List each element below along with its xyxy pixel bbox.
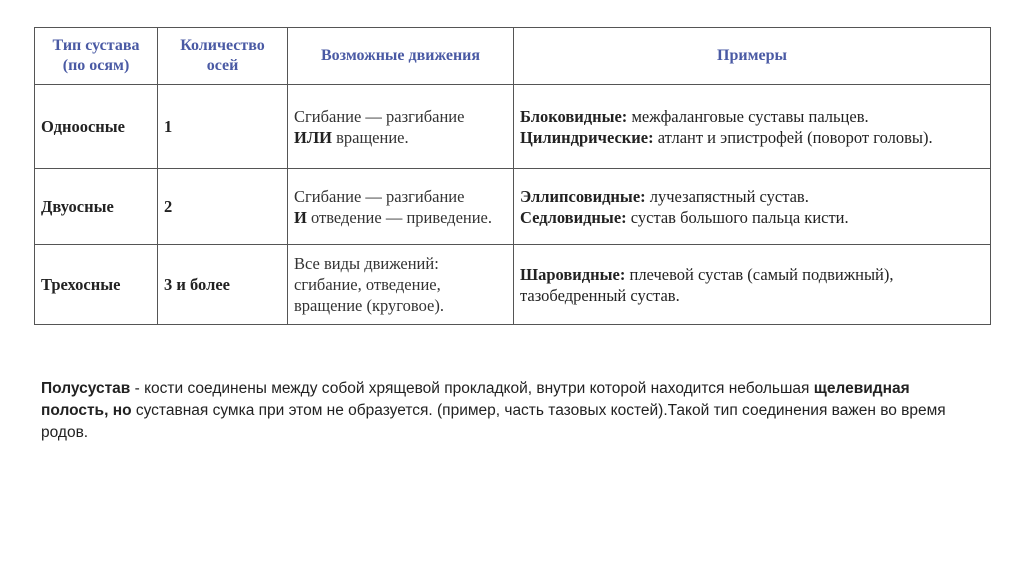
joint-type-cell: Одноосные [35, 85, 158, 169]
table-row [35, 245, 991, 325]
example-text: лучезапястный сустав. [649, 186, 809, 206]
axes-count-cell: 3 и более [158, 245, 288, 325]
semi-joint-note [41, 378, 971, 444]
note-term: Полусустав [41, 380, 131, 397]
examples-cell [514, 169, 991, 245]
example-text: межфаланговые суставы пальцев. [631, 106, 869, 126]
movements-conjunction: ИЛИ [294, 127, 332, 147]
note-text: - кости соединены между собой хрящевой прокладкой, внутри которой находится небольшая [130, 380, 814, 397]
movements-text: Все виды движений: сгибание, отведение, вращение (круговое). [294, 254, 444, 315]
table-row [35, 169, 991, 245]
axes-count-cell: 2 [158, 169, 288, 245]
movements-text: вращение. [336, 127, 409, 147]
example-term: Эллипсовидные: [520, 186, 646, 206]
note-text: суставная сумка при этом не образуется. (пример, часть тазовых костей).Такой тип соединения важен во время родов. [41, 402, 946, 441]
example-term: Блоковидные: [520, 106, 628, 126]
axes-count-cell: 1 [158, 85, 288, 169]
example-term: Седловидные: [520, 207, 627, 227]
movements-text: Сгибание — разгибание [294, 186, 465, 206]
movements-conjunction: И [294, 207, 307, 227]
example-text: атлант и эпистрофей (поворот головы). [657, 127, 933, 147]
joint-type-cell: Трехосные [35, 245, 158, 325]
header-joint-type: Тип сустава (по осям) [35, 28, 158, 85]
header-movements: Возможные движения [288, 28, 514, 85]
movements-cell [288, 169, 514, 245]
header-examples: Примеры [514, 28, 991, 85]
example-text: плечевой сустав (самый подвижный), тазобедренный сустав. [520, 264, 894, 305]
table-row [35, 85, 991, 169]
examples-cell [514, 85, 991, 169]
example-term: Шаровидные: [520, 264, 626, 284]
movements-cell [288, 245, 514, 325]
table-header-row [35, 28, 991, 85]
example-term: Цилиндрические: [520, 127, 654, 147]
movements-cell [288, 85, 514, 169]
header-axes-count: Количество осей [158, 28, 288, 85]
joint-type-cell: Двуосные [35, 169, 158, 245]
note-emphasis: щелевидная полость, но [41, 380, 910, 419]
movements-text: Сгибание — разгибание [294, 106, 465, 126]
movements-text: отведение — приведение. [310, 207, 493, 227]
example-text: сустав большого пальца кисти. [630, 207, 849, 227]
joints-table [34, 27, 991, 325]
examples-cell [514, 245, 991, 325]
